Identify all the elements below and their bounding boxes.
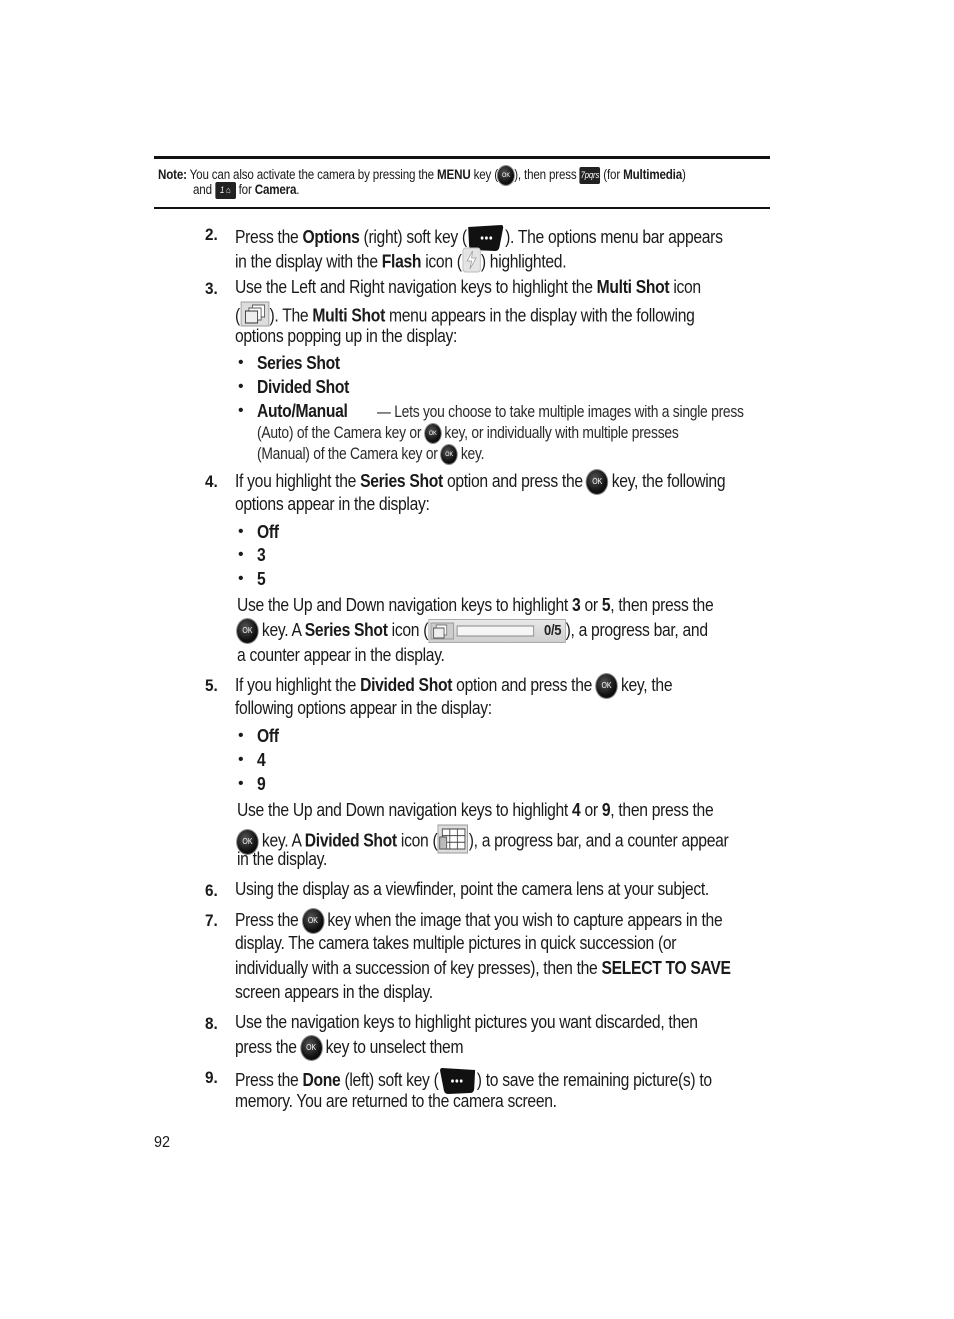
bullet-dot: • [238,751,244,768]
step-5-line-1 [235,674,672,698]
option-divided-shot: Divided Shot [257,377,350,397]
ok-key-icon: OK [301,1036,322,1060]
bullet-dot: • [238,546,244,563]
step-4-para-line-1 [237,595,713,616]
text: ) to save the remaining picture(s) to [476,1069,712,1090]
text: (left) soft key ( [344,1069,439,1090]
auto-manual-desc-1: — Lets you choose to take multiple images with a single press [377,403,744,421]
step-2-line-2 [235,247,566,278]
ok-key-icon: OK [441,445,457,464]
camera-label: Camera [254,182,297,198]
text: ) highlighted. [480,251,567,272]
flash-icon [462,247,481,278]
text: , then press the [610,800,714,820]
step-4-para-line-3: a counter appear in the display. [237,645,445,665]
auto-manual-desc-3 [257,445,484,464]
text: individually with a succession of key presses), then the [235,958,598,978]
text: , then press the [610,595,714,615]
step-5-para-line-1 [237,800,713,821]
option-4: 4 [257,750,266,770]
ok-key-icon: OK [237,830,258,854]
step-9-line-2: memory. You are returned to the camera screen. [235,1091,557,1111]
text: (Manual) of the Camera key or [257,445,438,463]
step-5-line-2: following options appear in the display: [235,698,492,718]
series-shot-label: Series Shot [304,619,388,640]
step-8-line-2 [235,1036,463,1060]
text: key to unselect them [325,1036,464,1057]
multimedia-label: Multimedia [623,167,683,183]
text: menu appears in the display with the following [389,305,695,326]
note-top-rule [154,156,770,159]
multi-shot-label: Multi Shot [312,305,385,326]
note-text: key ( [473,167,498,183]
note-text: ), then press [514,167,577,183]
text: key, the [620,674,673,695]
step-number: 3. [205,279,218,298]
step-7-line-1 [235,909,722,933]
text: Use the Left and Right navigation keys to highlight the [235,277,593,297]
note-text: (for [603,167,621,183]
step-6-line-1: Using the display as a viewfinder, point the camera lens at your subject. [235,879,709,899]
step-3-line-1 [235,277,701,298]
bullet-dot: • [238,727,244,744]
text: key. [460,445,485,463]
step-number: 5. [205,676,218,695]
text: option and press the [456,674,593,695]
text: press the [235,1036,297,1057]
note-text: . [296,182,300,198]
option-9: 9 [257,774,266,794]
ok-key-icon: OK [237,619,258,643]
auto-manual-desc-2 [257,424,679,443]
note-text: for [238,182,252,198]
flash-label: Flash [381,251,422,272]
divided-shot-label: Divided Shot [360,674,453,695]
note-bottom-rule [154,207,770,209]
value: 9 [601,800,611,820]
ok-key-icon: OK [302,909,323,933]
step-8-line-1: Use the navigation keys to highlight pictures you want discarded, then [235,1012,698,1032]
ok-key-icon: OK [587,470,608,494]
options-key-name: Options [302,226,360,247]
text: Press the [235,1069,299,1090]
step-number: 7. [205,911,218,930]
step-4-line-1 [235,470,725,494]
option-5: 5 [257,569,266,589]
text: (right) soft key ( [363,226,467,247]
text: key. A [261,619,301,640]
step-number: 4. [205,472,218,491]
key-7-icon: 7pqrs [580,167,601,184]
step-number: 9. [205,1068,218,1087]
series-shot-label: Series Shot [360,470,443,491]
divided-shot-icon [437,824,468,859]
bullet-dot: • [238,570,244,587]
text: (Auto) of the Camera key or [257,424,422,442]
ok-key-icon: OK [425,424,441,443]
option-auto-manual [257,401,361,422]
text: Press the [235,226,299,247]
ok-key-icon: OK [498,166,514,185]
step-4-line-2: options appear in the display: [235,494,430,514]
step-7-line-2: display. The camera takes multiple pictures in quick succession (or [235,933,677,953]
ok-key-icon: OK [596,674,617,698]
text: Press the [235,909,299,930]
text: ). The options menu bar appears [505,226,723,247]
text: or [584,800,598,820]
value: 5 [601,595,611,615]
text: key, or individually with multiple presses [444,424,679,442]
option-off: Off [257,726,279,746]
multi-shot-label: Multi Shot [596,277,670,297]
text: icon [673,277,701,297]
text: icon ( [425,251,462,272]
menu-key-name: MENU [437,167,471,183]
text: icon ( [391,619,429,640]
step-4-para-line-2 [237,619,708,643]
bullet-dot: • [238,378,244,395]
text: or [584,595,598,615]
value: 3 [572,595,581,615]
note-text: ) [682,167,686,183]
step-7-line-4: screen appears in the display. [235,982,433,1002]
bullet-dot: • [238,523,244,540]
note-text: You can also activate the camera by pressing the [189,167,434,183]
step-number: 2. [205,225,218,244]
step-5-para-line-3: in the display. [237,849,328,869]
bullet-dot: • [238,354,244,371]
step-number: 8. [205,1014,218,1033]
option-off: Off [257,522,279,542]
select-to-save-label: SELECT TO SAVE [601,958,731,978]
step-3-line-3: options popping up in the display: [235,326,458,346]
value: 4 [572,800,581,820]
text: ( [235,305,240,326]
option-series-shot: Series Shot [257,353,340,373]
option-3: 3 [257,545,266,565]
divided-shot-label: Divided Shot [304,830,397,851]
note-line-2 [193,182,299,199]
text: key. A [261,830,301,851]
step-number: 6. [205,881,218,900]
shot-counter: 0/5 [544,622,562,639]
note-label: Note: [158,167,187,183]
auto-manual-label: Auto/Manual [257,401,348,421]
text: key, the following [611,470,726,491]
text: If you highlight the [235,674,357,695]
text: option and press the [446,470,583,491]
bullet-dot: • [238,402,244,419]
note-text: and [193,182,212,198]
series-shot-progress-icon [428,619,565,643]
bullet-dot: • [238,775,244,792]
text: Use the Up and Down navigation keys to highlight [237,595,568,615]
text: ). The [269,305,309,326]
text: Use the Up and Down navigation keys to highlight [237,800,568,820]
text: ), a progress bar, and [565,619,708,640]
text: in the display with the [235,251,378,272]
text: If you highlight the [235,470,357,491]
key-1-icon: 1 ⌂ [215,182,236,199]
done-key-name: Done [302,1069,341,1090]
text: icon ( [400,830,438,851]
text: ), a progress bar, and a counter appear [468,830,729,851]
text: key when the image that you wish to capture appears in the [327,909,723,930]
step-7-line-3 [235,958,731,979]
page-number: 92 [154,1134,171,1151]
